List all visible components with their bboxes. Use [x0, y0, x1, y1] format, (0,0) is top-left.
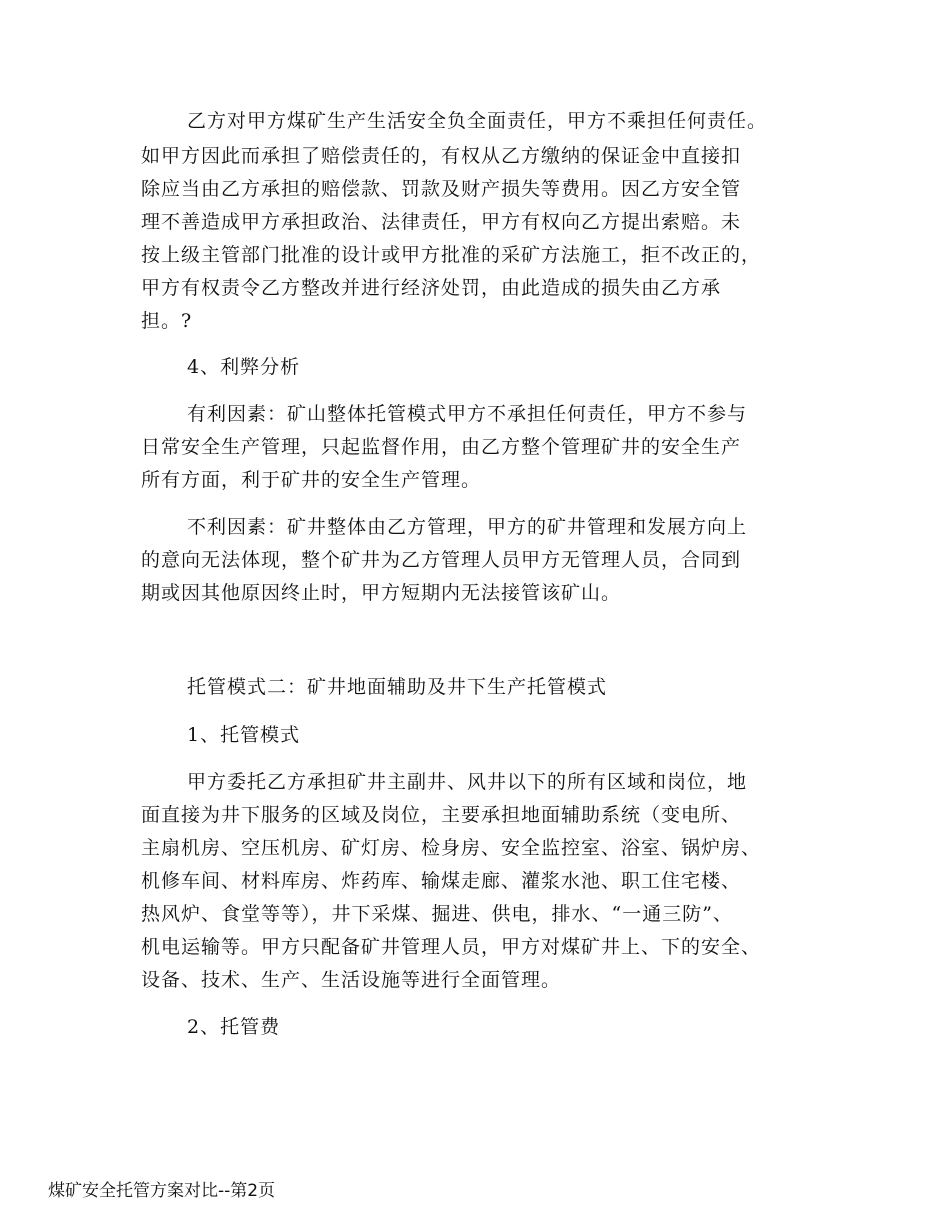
- paragraph-line: 按上级主管部门批准的设计或甲方批准的采矿方法施工，拒不改正的，: [141, 244, 762, 266]
- section-title: 托管模式二：矿井地面辅助及井下生产托管模式: [187, 676, 608, 698]
- paragraph-line: 主扇机房、空压机房、矿灯房、检身房、安全监控室、浴室、锅炉房、: [141, 837, 762, 859]
- paragraph-line: 机修车间、材料库房、炸药库、输煤走廊、灌浆水池、职工住宅楼、: [141, 870, 742, 892]
- paragraph-line: 日常安全生产管理，只起监督作用，由乙方整个管理矿井的安全生产: [141, 436, 742, 458]
- paragraph-line: 理不善造成甲方承担政治、法律责任，甲方有权向乙方提出索赔。未: [141, 211, 742, 233]
- page-footer: 煤矿安全托管方案对比--第2页: [48, 1181, 276, 1201]
- paragraph-line: 所有方面，利于矿井的安全生产管理。: [141, 469, 482, 491]
- paragraph-line: 如甲方因此而承担了赔偿责任的，有权从乙方缴纳的保证金中直接扣: [141, 145, 742, 167]
- section-heading: 4、利弊分析: [187, 356, 301, 378]
- paragraph-line: 机电运输等。甲方只配备矿井管理人员，甲方对煤矿井上、下的安全、: [141, 936, 762, 958]
- paragraph-line: 有利因素：矿山整体托管模式甲方不承担任何责任，甲方不参与: [187, 403, 748, 425]
- section-heading: 2、托管费: [187, 1016, 281, 1038]
- paragraph-line: 期或因其他原因终止时，甲方短期内无法接管该矿山。: [141, 582, 622, 604]
- section-heading: 1、托管模式: [187, 724, 301, 746]
- paragraph-line: 的意向无法体现，整个矿井为乙方管理人员甲方无管理人员，合同到: [141, 549, 742, 571]
- paragraph-line: 甲方委托乙方承担矿井主副井、风井以下的所有区域和岗位，地: [187, 771, 748, 793]
- paragraph-line: 设备、技术、生产、生活设施等进行全面管理。: [141, 969, 562, 991]
- paragraph-line: 甲方有权责令乙方整改并进行经济处罚，由此造成的损失由乙方承: [141, 277, 722, 299]
- paragraph-line: 面直接为井下服务的区域及岗位，主要承担地面辅助系统（变电所、: [141, 804, 742, 826]
- paragraph-line: 担。?: [141, 310, 193, 332]
- paragraph-line: 除应当由乙方承担的赔偿款、罚款及财产损失等费用。因乙方安全管: [141, 178, 742, 200]
- paragraph-line: 不利因素：矿井整体由乙方管理，甲方的矿井管理和发展方向上: [187, 516, 748, 538]
- paragraph-line: 乙方对甲方煤矿生产生活安全负全面责任，甲方不乘担任何责任。: [187, 110, 768, 132]
- paragraph-line: 热风炉、食堂等等），井下采煤、掘进、供电，排水、“一通三防”、: [141, 903, 733, 925]
